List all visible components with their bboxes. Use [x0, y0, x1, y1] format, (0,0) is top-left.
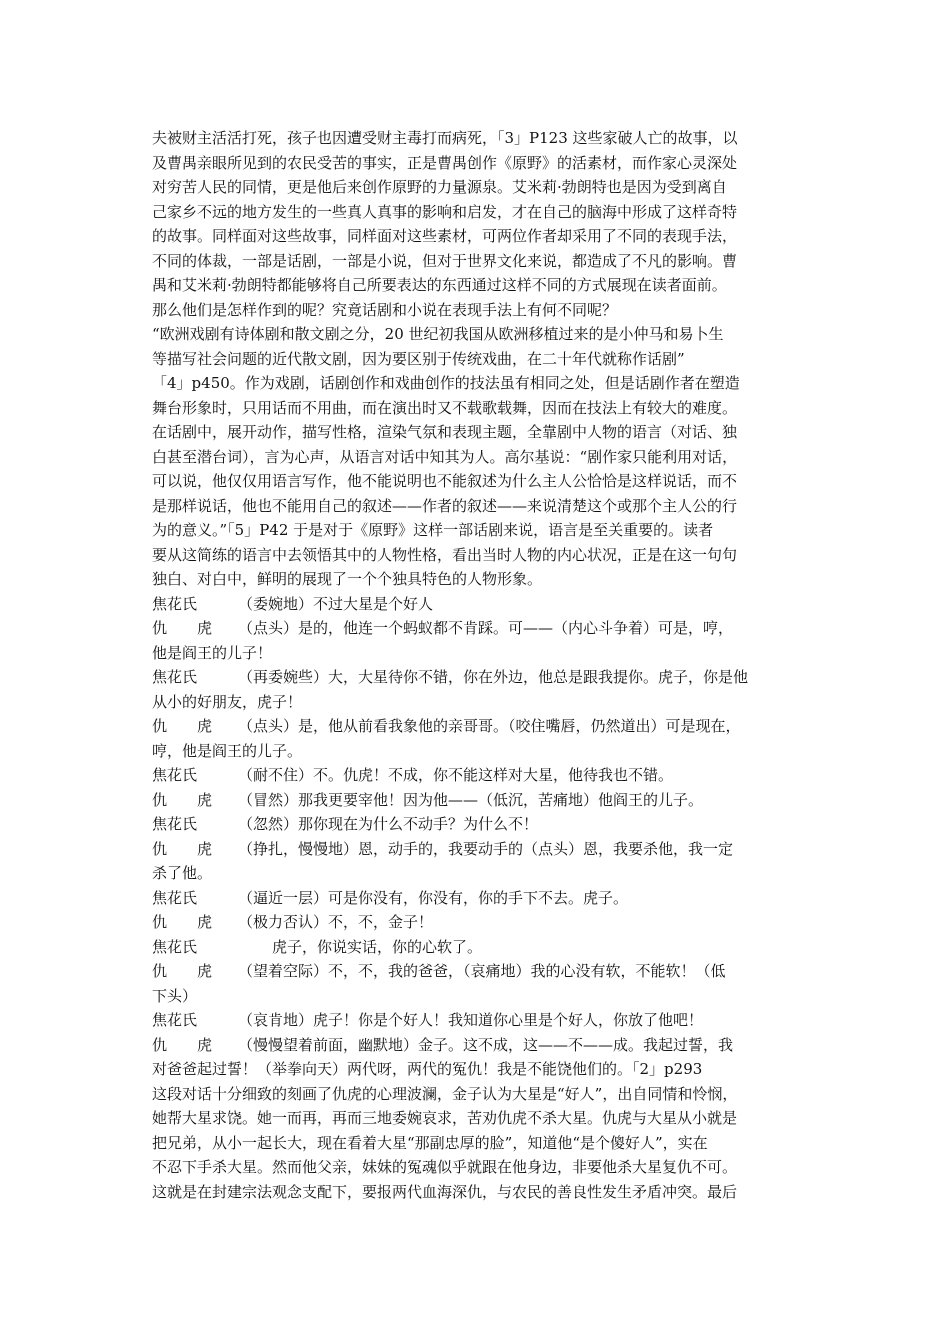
line-text: （哀肯地）虎子！你是个好人！我知道你心里是个好人，你放了他吧！: [238, 1011, 704, 1029]
line-text: 禺和艾米莉·勃朗特都能够将自己所要表达的东西通过这样不同的方式展现在读者面前。: [152, 276, 727, 294]
line-text: 夫被财主活活打死，孩子也因遭受财主毒打而病死，「3」P123 这些家破人亡的故事，以: [152, 129, 738, 147]
line-text: （极力否认）不，不，金子！: [238, 913, 434, 931]
speaker-name: 焦花氏: [152, 888, 198, 907]
dialogue-line: [152, 1033, 812, 1058]
text-line: [152, 420, 812, 445]
text-line: [152, 151, 812, 176]
dialogue-line: [152, 592, 812, 617]
speaker-name: 仇 虎: [152, 1035, 213, 1054]
line-text: （委婉地）不过大星是个好人: [238, 594, 434, 613]
text-line: [152, 641, 812, 666]
text-line: [152, 445, 812, 470]
line-text: 己家乡不远的地方发生的一些真人真事的影响和启发，才在自己的脑海中形成了这样奇特: [152, 202, 738, 221]
text-line: [152, 126, 812, 151]
text-line: [152, 494, 812, 519]
text-line: [152, 1180, 812, 1205]
line-text: （逼近一层）可是你没有，你没有，你的手下不去。虎子。: [238, 888, 629, 907]
text-line: [152, 1131, 812, 1156]
dialogue-line: [152, 1008, 812, 1033]
line-text: 独白、对白中，鲜明的展现了一个个独具特色的人物形象。: [152, 570, 543, 588]
line-text: 这段对话十分细致的刻画了仇虎的心理波澜，金子认为大星是“好人”，出自同情和怜悯，: [152, 1084, 738, 1103]
line-text: 要从这简练的语言中去领悟其中的人物性格，看出当时人物的内心状况，正是在这一句句: [152, 545, 738, 564]
line-text: 那么他们是怎样作到的呢？究竟话剧和小说在表现手法上有何不同呢？: [152, 300, 618, 319]
dialogue-line: [152, 665, 812, 690]
text-line: [152, 567, 812, 592]
dialogue-line: [152, 714, 812, 739]
dialogue-line: [152, 959, 812, 984]
line-text: 这就是在封建宗法观念支配下，要报两代血海深仇，与农民的善良性发生矛盾冲突。最后: [152, 1182, 738, 1201]
line-text: 为的意义。”「5」P42 于是对于《原野》这样一部话剧来说，语言是至关重要的。读者: [152, 521, 714, 539]
line-text: 把兄弟，从小一起长大，现在看着大星“那副忠厚的脸”，知道他“是个傻好人”，实在: [152, 1133, 708, 1152]
speaker-name: 仇 虎: [152, 962, 213, 980]
speaker-name: 仇 虎: [152, 913, 213, 931]
line-text: 对穷苦人民的同情，更是他后来创作原野的力量源泉。艾米莉·勃朗特也是因为受到离自: [152, 178, 727, 196]
speaker-name: 焦花氏: [152, 1011, 198, 1029]
text-line: [152, 984, 812, 1009]
speaker-name: 焦花氏: [152, 766, 198, 784]
text-line: [152, 224, 812, 249]
line-text: 的故事。同样面对这些故事，同样面对这些素材，可两位作者却采用了不同的表现手法，: [152, 227, 738, 245]
line-text: 等描写社会问题的近代散文剧，因为要区别于传统戏曲，在二十年代就称作话剧”: [152, 349, 685, 368]
text-line: [152, 396, 812, 421]
text-line: [152, 739, 812, 764]
text-line: [152, 273, 812, 298]
speaker-name: 焦花氏: [152, 815, 198, 833]
speaker-name: 焦花氏: [152, 668, 198, 686]
dialogue-line: [152, 837, 812, 862]
line-text: （点头）是，他从前看我象他的亲哥哥。（咬住嘴唇，仍然道出）可是现在，: [238, 717, 741, 735]
dialogue-line: [152, 763, 812, 788]
line-text: 哼，他是阎王的儿子。: [152, 741, 303, 760]
text-line: [152, 543, 812, 568]
line-text: 她帮大星求饶。她一而再，再而三地委婉哀求，苦劝仇虎不杀大星。仇虎与大星从小就是: [152, 1109, 738, 1127]
text-line: [152, 1082, 812, 1107]
line-text: 下头）: [152, 986, 198, 1005]
text-line: [152, 322, 812, 347]
line-text: 不忍下手杀大星。然而他父亲，妹妹的冤魂似乎就跟在他身边，非要他杀大星复仇不可。: [152, 1158, 738, 1176]
text-line: [152, 371, 812, 396]
line-text: 从小的好朋友，虎子！: [152, 692, 303, 711]
speaker-name: 仇 虎: [152, 839, 213, 858]
text-line: [152, 249, 812, 274]
text-line: [152, 298, 812, 323]
line-text: 虎子，你说实话，你的心软了。: [272, 937, 483, 956]
line-text: 舞台形象时，只用话而不用曲，而在演出时又不载歌载舞，因而在技法上有较大的难度。: [152, 398, 738, 417]
line-text: （挣扎，慢慢地）恩，动手的，我要动手的（点头）恩，我要杀他，我一定: [238, 839, 734, 858]
line-text: 不同的体裁，一部是话剧，一部是小说，但对于世界文化来说，都造成了不凡的影响。曹: [152, 251, 738, 270]
speaker-name: 仇 虎: [152, 717, 213, 735]
text-line: [152, 861, 812, 886]
line-text: 及曹禺亲眼所见到的农民受苦的事实，正是曹禺创作《原野》的活素材，而作家心灵深处: [152, 153, 738, 172]
dialogue-line: [152, 812, 812, 837]
speaker-name: 仇 虎: [152, 619, 213, 637]
line-text: （点头）是的，他连一个蚂蚁都不肯踩。可——（内心斗争着）可是，哼，: [238, 619, 734, 637]
line-text: （忽然）那你现在为什么不动手？为什么不！: [238, 815, 539, 833]
line-text: （再委婉些）大，大星待你不错，你在外边，他总是跟我提你。虎子，你是他: [238, 668, 749, 686]
text-line: [152, 1057, 812, 1082]
text-line: [152, 175, 812, 200]
line-text: 对爸爸起过誓！（举拳向天）两代呀，两代的冤仇！我是不能饶他们的。「2」p293: [152, 1060, 703, 1078]
text-line: [152, 1106, 812, 1131]
line-text: 是那样说话，他也不能用自己的叙述——作者的叙述——来说清楚这个或那个主人公的行: [152, 496, 738, 515]
text-line: [152, 347, 812, 372]
speaker-name: 焦花氏: [152, 937, 198, 956]
text-line: [152, 200, 812, 225]
speaker-name: 焦花氏: [152, 594, 198, 613]
line-text: 可以说，他仅仅用语言写作，他不能说明也不能叙述为什么主人公恰恰是这样说话，而不: [152, 472, 738, 490]
line-text: 在话剧中，展开动作，描写性格，渲染气氛和表现主题，全靠剧中人物的语言（对话、独: [152, 423, 738, 441]
line-text: 白甚至潜台词），言为心声，从语言对话中知其为人。高尔基说：“剧作家只能利用对话，: [152, 447, 738, 466]
dialogue-line: [152, 788, 812, 813]
dialogue-line: [152, 935, 812, 960]
speaker-name: 仇 虎: [152, 790, 213, 809]
text-line: [152, 1155, 812, 1180]
line-text: “欧洲戏剧有诗体剧和散文剧之分，20 世纪初我国从欧洲移植过来的是小仲马和易卜生: [152, 325, 724, 343]
line-text: 他是阎王的儿子！: [152, 643, 273, 662]
line-text: 「4」p450。作为戏剧，话剧创作和戏曲创作的技法虽有相同之处，但是话剧作者在塑造: [152, 374, 740, 392]
dialogue-line: [152, 886, 812, 911]
line-text: （冒然）那我更要宰他！因为他——（低沉，苦痛地）他阎王的儿子。: [238, 790, 704, 809]
line-text: 杀了他。: [152, 864, 213, 882]
text-line: [152, 469, 812, 494]
text-line: [152, 690, 812, 715]
document-page: [152, 126, 812, 1204]
line-text: （耐不住）不。仇虎！不成，你不能这样对大星，他待我也不错。: [238, 766, 674, 784]
line-text: （望着空际）不，不，我的爸爸，（哀痛地）我的心没有软，不能软！（低: [238, 962, 726, 980]
line-text: （慢慢望着前面，幽默地）金子。这不成，这——不——成。我起过誓，我: [238, 1035, 734, 1054]
text-line: [152, 518, 812, 543]
dialogue-line: [152, 910, 812, 935]
dialogue-line: [152, 616, 812, 641]
